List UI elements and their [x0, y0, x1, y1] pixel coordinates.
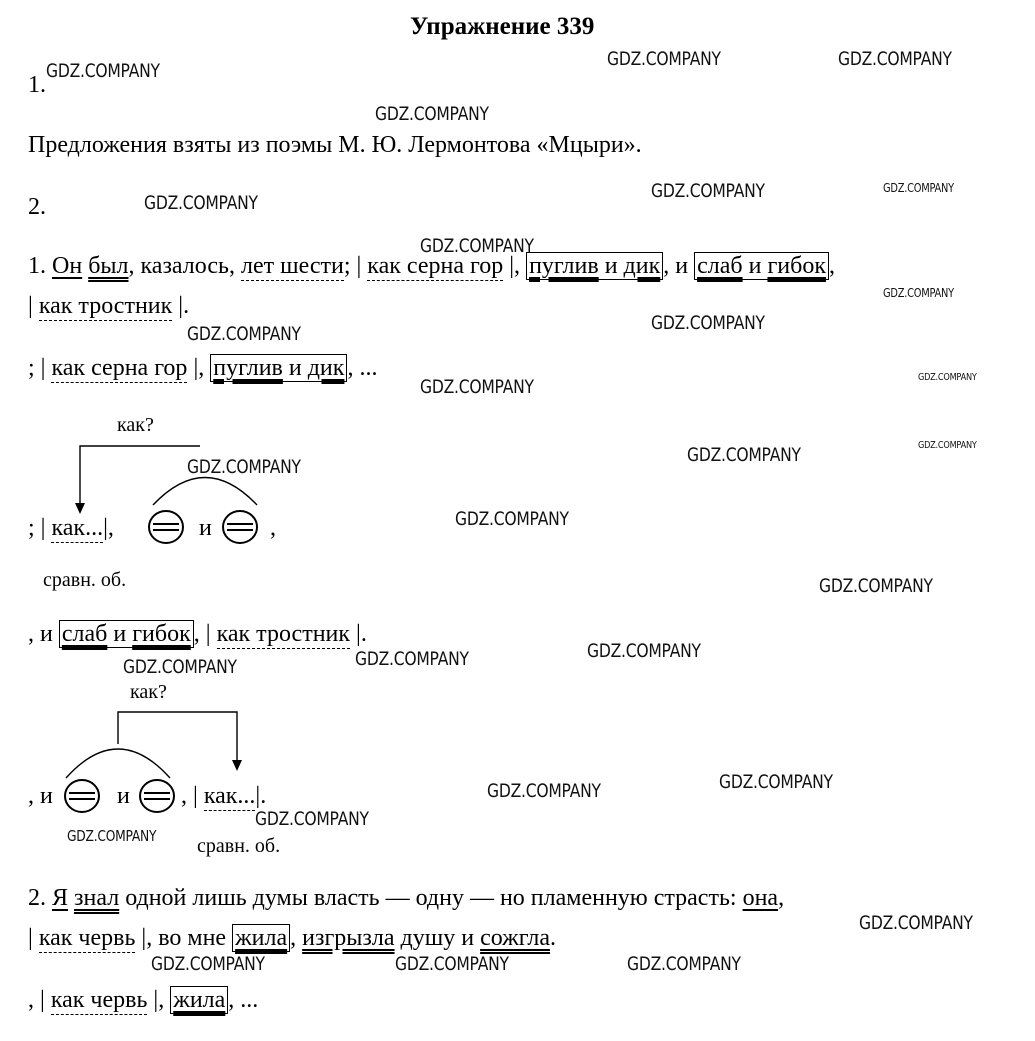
- watermark: GDZ.COMPANY: [395, 953, 509, 975]
- comma: ,: [829, 253, 835, 279]
- diagram-2-label: сравн. об.: [197, 835, 281, 857]
- comma: ,: [778, 885, 785, 911]
- prefix: , |: [28, 987, 45, 1013]
- separator: |,: [193, 355, 205, 381]
- homogeneous-box: [59, 620, 194, 648]
- sentence-2-number: 2.: [28, 885, 46, 911]
- adverbial-let-shesti: лет шести: [240, 253, 344, 279]
- homogeneous-box: [210, 354, 347, 382]
- predicate-slab: слаб: [697, 253, 743, 279]
- watermark: GDZ.COMPANY: [883, 286, 954, 300]
- separator: |,: [103, 515, 114, 541]
- comparison-kak-serna-gor: как серна гор: [51, 355, 188, 381]
- watermark: GDZ.COMPANY: [355, 648, 469, 670]
- homogeneous-box: [232, 924, 290, 952]
- homogeneous-circle-1: [149, 511, 183, 543]
- predicate-zhila: жила: [235, 925, 288, 951]
- section-2-number: 2.: [28, 194, 46, 220]
- diagram-1-text: [28, 516, 114, 540]
- watermark: GDZ.COMPANY: [607, 48, 721, 70]
- comma-i: , и: [663, 253, 689, 279]
- watermark: GDZ.COMPANY: [487, 780, 601, 802]
- arrow-head: [75, 503, 85, 514]
- watermark: GDZ.COMPANY: [627, 953, 741, 975]
- watermark: GDZ.COMPANY: [123, 656, 237, 678]
- arc: [153, 478, 257, 506]
- predicate-zhila: жила: [173, 987, 226, 1013]
- predicate-pugliv: пуглив: [529, 253, 599, 279]
- watermark: GDZ.COMPANY: [587, 640, 701, 662]
- watermark: GDZ.COMPANY: [455, 508, 569, 530]
- watermark: GDZ.COMPANY: [67, 827, 157, 845]
- sentence-1-line-2: [28, 294, 189, 318]
- watermark: GDZ.COMPANY: [255, 808, 369, 830]
- comparison-kak: как...: [203, 783, 256, 809]
- ellipsis: , ...: [347, 355, 378, 381]
- diagram-2-text: [181, 784, 266, 808]
- bar: |: [28, 925, 33, 951]
- sentence-2-line-1: [28, 886, 784, 910]
- watermark: GDZ.COMPANY: [151, 953, 265, 975]
- comma: ,: [290, 925, 297, 951]
- semicolon: ;: [343, 253, 351, 279]
- homogeneous-circle-1: [65, 780, 99, 812]
- predicate-izgryzla: изгрызла: [302, 925, 395, 951]
- watermark: GDZ.COMPANY: [883, 181, 954, 195]
- arrow-line: [118, 712, 237, 762]
- watermark: GDZ.COMPANY: [687, 444, 801, 466]
- separator: , |: [181, 783, 198, 809]
- predicate-slab: слаб: [61, 621, 108, 647]
- bar-end: |.: [255, 783, 267, 809]
- homogeneous-circle-2: [140, 780, 174, 812]
- separator: |,: [509, 253, 521, 279]
- diagram-1-question: как?: [117, 414, 154, 436]
- subject-ya: Я: [52, 885, 69, 911]
- predicate-byl: был: [88, 253, 129, 279]
- sentence-2-middle: одной лишь думы власть — одну — но пламенную страсть:: [119, 885, 743, 911]
- predicate-znal: знал: [74, 885, 120, 911]
- conjunction-i: и: [748, 253, 762, 279]
- scheme-3-line: [28, 988, 258, 1012]
- scheme-1-line: [28, 356, 377, 380]
- comparison-kak-trostnik: как тростник: [216, 621, 351, 647]
- predicate-pugliv: пуглив: [213, 355, 283, 381]
- arrow-head: [232, 760, 242, 771]
- conjunction-i: и: [113, 621, 127, 647]
- diagram-2-question: как?: [130, 681, 167, 703]
- watermark: GDZ.COMPANY: [420, 376, 534, 398]
- watermark: GDZ.COMPANY: [719, 771, 833, 793]
- predicate-dik: дик: [623, 253, 661, 279]
- comparison-kak: как...: [51, 515, 104, 541]
- intro-word: , казалось,: [128, 253, 241, 279]
- sentence-2-line-2: [28, 926, 556, 950]
- sentence-1-line-1: 1. Он был, казалось, лет шести; | как серна гор |, пуглив и дик , и слаб и гибок ,: [28, 253, 835, 279]
- prefix: ; |: [28, 355, 46, 381]
- predicate-sozhgla: сожгла: [480, 925, 550, 951]
- watermark: GDZ.COMPANY: [375, 103, 489, 125]
- conjunction-i: и: [288, 355, 302, 381]
- watermark: GDZ.COMPANY: [187, 323, 301, 345]
- section-1-number: 1.: [28, 72, 46, 98]
- watermark: GDZ.COMPANY: [838, 48, 952, 70]
- watermark: GDZ.COMPANY: [144, 192, 258, 214]
- conjunction-i: и: [604, 253, 618, 279]
- arrow-line: [80, 446, 200, 505]
- homogeneous-circle-2: [223, 511, 257, 543]
- watermark: GDZ.COMPANY: [420, 235, 534, 257]
- comparison-kak-cherv: как червь: [38, 925, 136, 951]
- bar-end: |.: [178, 293, 190, 319]
- period: .: [549, 925, 556, 951]
- homogeneous-box: [170, 986, 228, 1014]
- predicate-dik: дик: [307, 355, 345, 381]
- prefix: , и: [28, 621, 53, 647]
- homogeneous-box-2: [694, 252, 829, 280]
- homogeneous-box-1: [526, 252, 663, 280]
- conjunction-i: и: [199, 515, 212, 541]
- separator: , |: [193, 621, 211, 647]
- comma: ,: [270, 515, 276, 541]
- predicate-gibok: гибок: [767, 253, 826, 279]
- watermark: GDZ.COMPANY: [651, 180, 765, 202]
- section-1-text: Предложения взяты из поэмы М. Ю. Лермонтова «Мцыри».: [28, 132, 642, 158]
- page-title: Упражнение 339: [410, 13, 595, 40]
- prefix: , и: [28, 783, 53, 809]
- scheme-2-line: [28, 622, 367, 646]
- object-dushu: душу и: [394, 925, 481, 951]
- comparison-kak-trostnik: как тростник: [38, 293, 173, 319]
- watermark: GDZ.COMPANY: [859, 912, 973, 934]
- watermark: GDZ.COMPANY: [46, 60, 160, 82]
- watermark: GDZ.COMPANY: [651, 312, 765, 334]
- separator: |,: [153, 987, 165, 1013]
- subject-on: Он: [52, 253, 83, 279]
- comparison-kak-serna-gor: как серна гор: [367, 253, 504, 279]
- predicate-gibok: гибок: [132, 621, 191, 647]
- subject-ona: она: [742, 885, 779, 911]
- bar-end: |.: [356, 621, 367, 647]
- comparison-kak-cherv: как червь: [50, 987, 148, 1013]
- watermark: GDZ.COMPANY: [819, 575, 933, 597]
- separator: |, во мне: [141, 925, 227, 951]
- watermark: GDZ.COMPANY: [187, 456, 301, 478]
- diagram-1-label: сравн. об.: [43, 569, 127, 591]
- watermark: GDZ.COMPANY: [918, 372, 977, 383]
- arc: [66, 749, 170, 778]
- prefix: ; |: [28, 515, 46, 541]
- conjunction-i: и: [117, 783, 130, 809]
- bar: |: [28, 293, 33, 319]
- watermark: GDZ.COMPANY: [918, 440, 977, 451]
- sentence-1-number: 1.: [28, 253, 46, 279]
- ellipsis: , ...: [228, 987, 259, 1013]
